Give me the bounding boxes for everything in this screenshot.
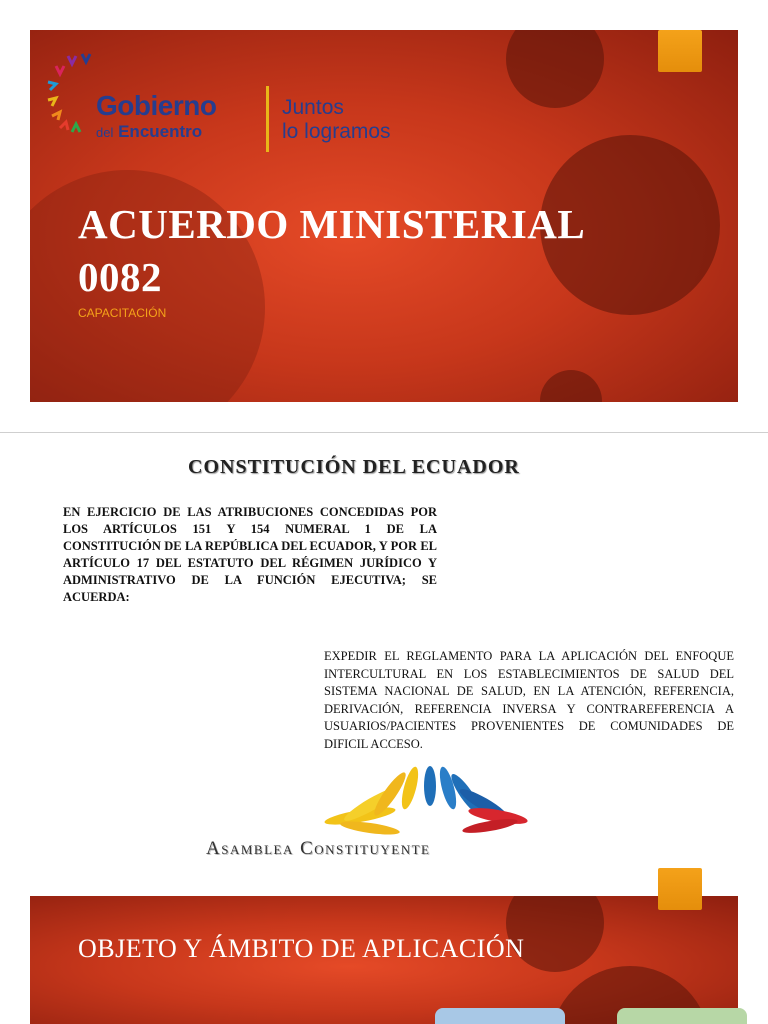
slide-title-line-2: 0082 <box>78 254 162 300</box>
orange-tab <box>658 868 702 910</box>
brand-sub <box>96 122 202 142</box>
slogan-line-1: Juntos <box>282 96 344 119</box>
green-button[interactable] <box>617 1008 747 1024</box>
decor-circle <box>506 30 604 108</box>
slide-title-line-1: ACUERDO MINISTERIAL <box>78 201 586 247</box>
sun-rays-icon <box>46 44 98 134</box>
slogan <box>282 96 391 144</box>
brand-sub-small: del <box>96 125 114 140</box>
asamblea-emblem <box>320 764 550 844</box>
brand-word: Gobierno <box>96 90 217 121</box>
blue-button[interactable] <box>435 1008 565 1024</box>
slogan-line-2: lo logramos <box>282 120 391 143</box>
slide-subtitle: CAPACITACIÓN <box>78 306 167 320</box>
logo-divider <box>266 86 269 152</box>
brand-sub-main: Encuentro <box>118 122 203 141</box>
slide-separator <box>0 432 768 433</box>
gobierno-logo <box>46 44 446 144</box>
emblem-rays-icon <box>324 765 529 837</box>
constitution-heading: CONSTITUCIÓN DEL ECUADOR <box>188 456 520 478</box>
orange-tab <box>658 30 702 72</box>
regulation-paragraph: EXPEDIR EL REGLAMENTO PARA LA APLICACIÓN DEL ENFOQUE INTERCULTURAL EN LOS ESTABLECIMIENTOS DE SALUD DEL SISTEMA NACIONAL DE SALUD, EN LA ATENCIÓN, REFERENCIA, DERIVACIÓN, REFERENCIA INVERSA Y CONTRAREFERENCIA A USUARIOS/PACIENTES PROVENIENTES DE COMUNIDADES DE DIFICIL ACCESO. <box>324 649 734 751</box>
title-slide <box>30 30 738 402</box>
emblem-caption: Asamblea Constituyente <box>206 838 431 859</box>
section-slide <box>30 896 738 1024</box>
attributions-paragraph: EN EJERCICIO DE LAS ATRIBUCIONES CONCEDIDAS POR LOS ARTÍCULOS 151 Y 154 NUMERAL 1 DE LA CONSTITUCIÓN DE LA REPÚBLICA DEL ECUADOR, Y POR EL ARTÍCULO 17 DEL ESTATUTO DEL RÉGIMEN JURÍDICO Y ADMINISTRATIVO DE LA FUNCIÓN EJECUTIVA; SE ACUERDA: <box>63 505 437 604</box>
section-title: OBJETO Y ÁMBITO DE APLICACIÓN <box>78 934 525 963</box>
decor-circle <box>540 370 602 402</box>
slide-title <box>78 198 698 304</box>
